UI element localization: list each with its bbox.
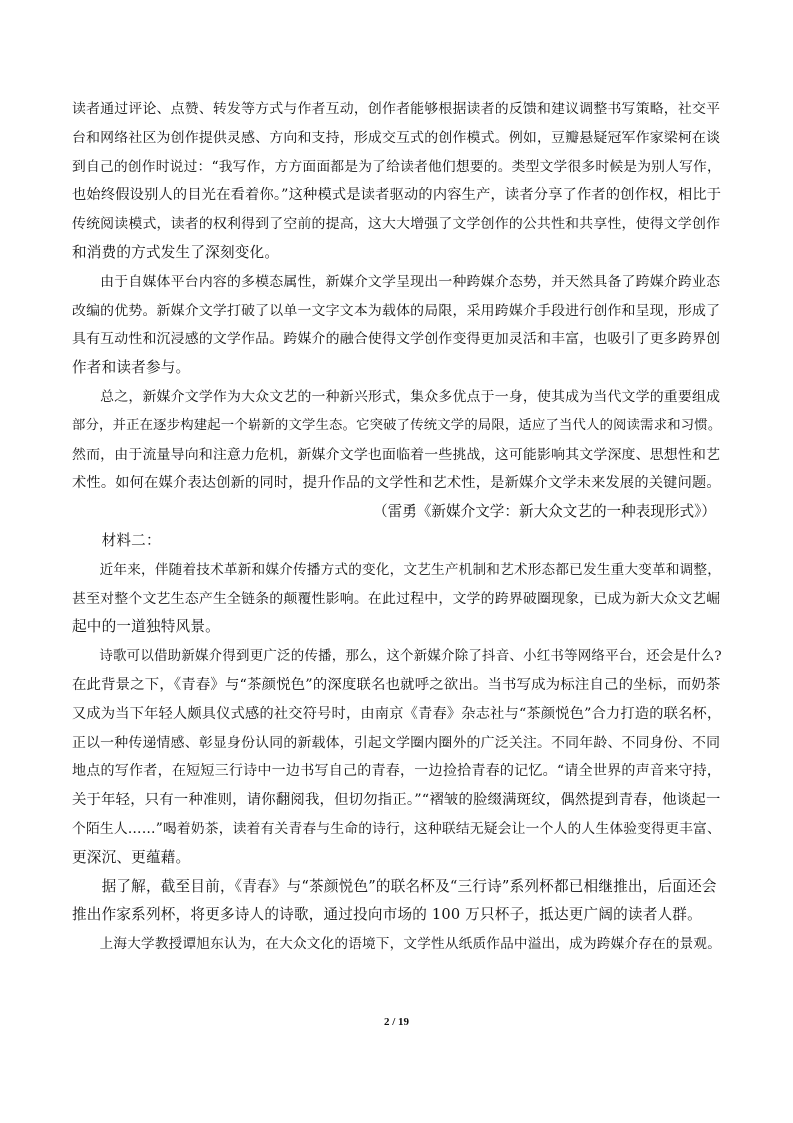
text-line: 总之，新媒介文学作为大众文艺的一种新兴形式，集众多优点于一身，使其成为当代文学的重要组成 xyxy=(72,388,721,405)
text-line: 近年来，伴随着技术革新和媒介传播方式的变化，文艺生产机制和艺术形态都已发生重大变革和调整， xyxy=(72,561,722,578)
text-line: 部分，并正在逐步构建起一个崭新的文学生态。它突破了传统文学的局限，适应了当代人的阅读需求和习惯。 xyxy=(72,417,722,433)
text-line: 据了解，截至目前，《青春》与“茶颜悦色”的联名杯及“三行诗”系列杯都已相继推出，后面还会 xyxy=(72,877,717,895)
text-line: 由于自媒体平台内容的多模态属性，新媒介文学呈现出一种跨媒介态势，并天然具备了跨媒介跨业态 xyxy=(72,273,721,290)
text-line: 台和网络社区为创作提供灵感、方向和支持，形成交互式的创作模式。例如，豆瓣悬疑冠军作家梁柯在谈 xyxy=(72,129,721,146)
text-line: 到自己的创作时说过：“我写作，方方面面都是为了给读者他们想要的。类型文学很多时候是为别人写作， xyxy=(72,158,721,175)
paragraph-1 xyxy=(72,95,724,268)
text-line: 读者通过评论、点赞、转发等方式与作者互动，创作者能够根据读者的反馈和建议调整书写策略，社交平 xyxy=(72,101,721,117)
text-line: 推出作家系列杯，将更多诗人的诗歌，通过投向市场的 100 万只杯子，抵达更广阔的读者人群。 xyxy=(72,906,702,924)
text-line: 关于年轻，只有一种准则，请你翻阅我，但切勿指正。”“褶皱的脸缀满斑纹，偶然提到青春，他谈起一 xyxy=(72,792,721,809)
material-heading xyxy=(72,527,724,556)
source-citation xyxy=(72,498,724,527)
text-line: 起中的一道独特风景。 xyxy=(72,618,220,636)
text-line: 然而，由于流量导向和注意力危机，新媒介文学也面临着一些挑战，这可能影响其文学深度、思想性和艺 xyxy=(72,446,721,463)
paragraph-5 xyxy=(72,642,724,872)
text-line: 具有互动性和沉浸感的文学作品。跨媒介的融合使得文学创作变得更加灵活和丰富，也吸引了更多跨界创 xyxy=(72,331,721,348)
page-number: 2 / 19 xyxy=(383,1016,410,1028)
text-line: 诗歌可以借助新媒介得到更广泛的传播，那么，这个新媒介除了抖音、小红书等网络平台，还会是什么? xyxy=(72,648,722,665)
text-line: 也始终假设别人的目光在看着你。”这种模式是读者驱动的内容生产，读者分享了作者的创作权，相比于 xyxy=(72,187,722,204)
text-line: 个陌生人……”喝着奶茶，读着有关青春与生命的诗行，这种联结无疑会让一个人的人生体验变得更丰富、 xyxy=(72,820,721,837)
paragraph-7 xyxy=(72,930,724,959)
text-line: 在此背景之下，《青春》与“茶颜悦色”的深度联名也就呼之欲出。当书写成为标注自己的坐标，而奶茶 xyxy=(72,676,721,693)
text-line: 又成为当下年轻人颇具仪式感的社交符号时，由南京《青春》杂志社与“茶颜悦色”合力打造的联名杯， xyxy=(72,705,722,722)
citation-text: （雷勇《新媒介文学：新大众文艺的一种表现形式》） xyxy=(373,503,716,521)
paragraph-2 xyxy=(72,268,724,383)
text-line: 甚至对整个文艺生态产生全链条的颠覆性影响。在此过程中，文学的跨界破圈现象，已成为新大众文艺崛 xyxy=(72,590,721,607)
text-line: 改编的优势。新媒介文学打破了以单一文字文本为载体的局限，采用跨媒介手段进行创作和呈现，形成了 xyxy=(72,302,721,319)
text-line: 传统阅读模式，读者的权利得到了空前的提高，这大大增强了文学创作的公共性和共享性，使得文学创作 xyxy=(72,216,721,233)
paragraph-3 xyxy=(72,383,724,498)
heading-text: 材料二： xyxy=(72,531,161,549)
text-line: 作者和读者参与。 xyxy=(72,359,191,377)
text-line: 和消费的方式发生了深刻变化。 xyxy=(72,243,280,261)
text-line: 正以一种传递情感、彰显身份认同的新载体，引起文学圈内圈外的广泛关注。不同年龄、不同身份、不同 xyxy=(72,734,721,751)
text-line: 术性。如何在媒介表达创新的同时，提升作品的文学性和艺术性，是新媒介文学未来发展的关键问题。 xyxy=(72,475,721,492)
paragraph-6 xyxy=(72,873,724,931)
text-line: 地点的写作者，在短短三行诗中一边书写自己的青春，一边捡拾青春的记忆。“请全世界的声音来守持， xyxy=(72,763,722,780)
text-line: 更深沉、更蕴藉。 xyxy=(72,848,191,866)
paragraph-4 xyxy=(72,556,724,642)
document-body xyxy=(72,95,724,959)
text-line: 上海大学教授谭旭东认为，在大众文化的语境下，文学性从纸质作品中溢出，成为跨媒介存在的景观。 xyxy=(72,936,722,953)
